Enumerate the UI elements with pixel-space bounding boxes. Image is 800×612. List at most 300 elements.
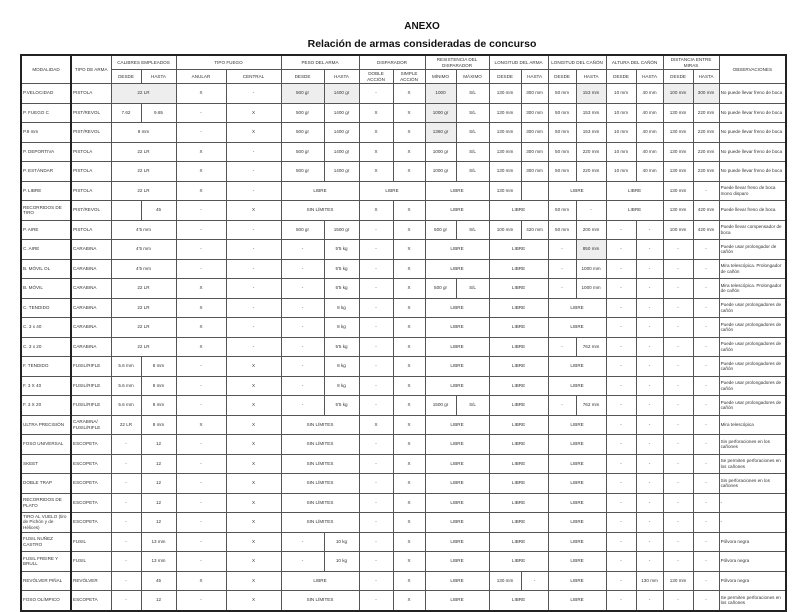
cell-peso-desde: - [281,337,324,357]
cell-disp-hasta: X [393,571,425,591]
cell-fuego-hasta: X [226,493,281,513]
cell-alt-desde: 10 mm [606,103,636,123]
cell-modalidad: P. AIRE [21,220,71,240]
cell-lcan: LIBRE [548,415,606,435]
cell-lcan-desde: 50 mm [548,220,576,240]
cell-cal-hasta: 8 mm [141,415,176,435]
cell-peso-desde: - [281,298,324,318]
cell-alt-hasta: - [636,298,663,318]
cell-lcan: LIBRE [548,357,606,377]
cell-disp-desde: X [359,103,393,123]
cell-modalidad: C. TENDIDO [21,298,71,318]
table-row [21,532,786,552]
cell-observaciones: Pólvora negra [719,571,786,591]
cell-dist-desde: 130 mm [663,123,693,143]
cell-larma: LIBRE [489,591,548,611]
cell-peso-hasta: 8 kg [324,357,359,377]
header-tipo-fuego: TIPO FUEGO [176,55,281,70]
cell-cal-hasta: 8 mm [141,396,176,416]
cell-lcan-desde: - [548,279,576,299]
cell-lcan-desde: 50 mm [548,123,576,143]
cell-peso-desde: 500 gr [281,142,324,162]
cell-res-hasta: S/L [456,142,489,162]
cell-cal: 22 LR [111,162,176,182]
cell-disp-desde: - [359,571,393,591]
cell-peso-hasta: 8 kg [324,376,359,396]
cell-disp-desde: - [359,435,393,455]
cell-alt-hasta: - [636,259,663,279]
cell-res: LIBRE [425,201,489,221]
cell-lcan-hasta: 762 mm [576,396,606,416]
cell-lcan-desde: 50 mm [548,201,576,221]
cell-disp-hasta: X [393,259,425,279]
cell-observaciones: Puede usar prolongadores de cañón [719,357,786,377]
cell-res: LIBRE [425,376,489,396]
cell-cal-desde: 5.6 mm [111,376,141,396]
cell-cal-hasta: 9.65 [141,103,176,123]
table-row [21,298,786,318]
cell-dist-desde: - [663,493,693,513]
cell-fuego-hasta: X [226,474,281,494]
cell-dist-hasta: - [693,493,719,513]
cell-larma: LIBRE [489,298,548,318]
cell-alt-desde: - [606,493,636,513]
cell-alt-desde: - [606,220,636,240]
cell-dist-hasta: - [693,454,719,474]
cell-cal-hasta: 12 [141,591,176,611]
cell-lcan-hasta: 762 mm [576,337,606,357]
cell-dist-desde: - [663,435,693,455]
header-dist-hasta: HASTA [693,70,719,84]
cell-larma: LIBRE [489,259,548,279]
cell-res-desde: 1000 [425,84,456,104]
cell-peso-desde: 500 gr [281,123,324,143]
cell-alt-desde: - [606,571,636,591]
cell-larma-desde: 130 mm [489,103,521,123]
cell-cal-desde: - [111,493,141,513]
cell-dist-desde: - [663,337,693,357]
table-row [21,259,786,279]
cell-fuego-hasta: - [226,279,281,299]
table-row [21,513,786,533]
cell-res-hasta: S/L [456,220,489,240]
header-longitud-arma: LONGITUD DEL ARMA [489,55,548,70]
cell-res-hasta: S/L [456,162,489,182]
cell-modalidad: FOSO UNIVERSAL [21,435,71,455]
cell-fuego-desde: - [176,240,226,260]
cell-disp-hasta: X [393,103,425,123]
cell-cal: 4'5 mm [111,240,176,260]
cell-cal-hasta: 8 mm [141,357,176,377]
cell-cal-desde: - [111,571,141,591]
cell-cal-hasta: 12 [141,493,176,513]
cell-dist-desde: - [663,552,693,572]
cell-larma: LIBRE [489,532,548,552]
cell-disp-desde: - [359,376,393,396]
cell-res-desde: 1000 gr [425,103,456,123]
cell-larma-desde: 130 mm [489,84,521,104]
cell-lcan: LIBRE [548,376,606,396]
cell-modalidad: ULTRA PRECISIÓN [21,415,71,435]
cell-res: LIBRE [425,181,489,201]
header-disparador: DISPARADOR [359,55,425,70]
header-res-minimo: MÍNIMO [425,70,456,84]
header-cal-hasta: HASTA [141,70,176,84]
cell-dist-desde: 130 mm [663,162,693,182]
cell-res: LIBRE [425,513,489,533]
cell-lcan: LIBRE [548,513,606,533]
cell-larma-hasta: 300 mm [521,103,548,123]
cell-lcan-desde: 50 mm [548,103,576,123]
cell-larma-hasta: - [521,571,548,591]
cell-larma: LIBRE [489,493,548,513]
table-row [21,415,786,435]
header-row-sub [21,70,786,84]
table-row [21,454,786,474]
cell-cal: 9 mm [111,123,176,143]
cell-disp-hasta: X [393,279,425,299]
cell-tipo-arma: CARABINA [71,318,111,338]
cell-cal-desde: - [111,591,141,611]
table-row [21,220,786,240]
table-row [21,240,786,260]
cell-peso: SIN LÍMITES [281,435,359,455]
cell-alt-hasta: 40 mm [636,162,663,182]
cell-alt-desde: - [606,376,636,396]
cell-cal-desde: - [111,532,141,552]
cell-disp-desde: - [359,513,393,533]
cell-peso-desde: - [281,279,324,299]
cell-peso-hasta: 1400 gr [324,142,359,162]
cell-alt-desde: - [606,513,636,533]
cell-tipo-arma: ESCOPETA [71,435,111,455]
cell-alt-hasta: 130 mm [636,571,663,591]
cell-tipo-arma: ESCOPETA [71,513,111,533]
cell-tipo-arma: FUSIL [71,552,111,572]
cell-fuego-hasta: X [226,103,281,123]
cell-res-hasta: S/L [456,123,489,143]
cell-res-hasta: S/L [456,396,489,416]
table-row [21,357,786,377]
cell-peso-hasta: 8 kg [324,318,359,338]
cell-res: LIBRE [425,591,489,611]
cell-modalidad: F. TENDIDO [21,357,71,377]
cell-cal-hasta: 13 mm [141,532,176,552]
cell-alt-hasta: - [636,279,663,299]
cell-modalidad: FUSIL NUÑEZ CASTRO [21,532,71,552]
table-row [21,181,786,201]
cell-disp-hasta: X [393,396,425,416]
cell-cal-desde: - [111,454,141,474]
cell-disp-hasta: X [393,591,425,611]
cell-res: LIBRE [425,259,489,279]
cell-cal-hasta: 12 [141,474,176,494]
cell-fuego-hasta: X [226,591,281,611]
cell-peso-desde: 500 gr [281,220,324,240]
cell-modalidad: DOBLE TRAP [21,474,71,494]
cell-fuego-desde: X [176,415,226,435]
cell-disp-desde: - [359,474,393,494]
cell-alt-desde: - [606,298,636,318]
cell-tipo-arma: CARABINA [71,259,111,279]
cell-peso-hasta: 5'5 kg [324,337,359,357]
header-cal-desde: DESDE [111,70,141,84]
cell-cal-hasta: 13 mm [141,552,176,572]
cell-res-hasta: S/L [456,103,489,123]
cell-fuego-desde: - [176,123,226,143]
table-row [21,435,786,455]
cell-tipo-arma: PIST/REVOL [71,201,111,221]
weapons-table [20,54,787,612]
cell-res: LIBRE [425,298,489,318]
cell-res: LIBRE [425,357,489,377]
header-lcan-desde: DESDE [548,70,576,84]
header-alt-desde: DESDE [606,70,636,84]
cell-fuego-hasta: X [226,552,281,572]
cell-dist-hasta: - [693,591,719,611]
cell-alt-desde: - [606,454,636,474]
cell-larma-hasta: 420 mm [521,220,548,240]
cell-res: LIBRE [425,435,489,455]
cell-peso: SIN LÍMITES [281,591,359,611]
header-peso-desde: DESDE [281,70,324,84]
cell-disp-desde: X [359,142,393,162]
cell-tipo-arma: CARABINA [71,279,111,299]
cell-lcan-hasta: 1000 mm [576,259,606,279]
cell-dist-hasta: - [693,298,719,318]
cell-fuego-desde: - [176,513,226,533]
cell-larma: LIBRE [489,201,548,221]
cell-larma: LIBRE [489,396,548,416]
cell-fuego-desde: - [176,396,226,416]
cell-lcan-hasta: - [576,201,606,221]
cell-fuego-hasta: - [226,337,281,357]
cell-alt-desde: - [606,474,636,494]
cell-fuego-hasta: - [226,162,281,182]
cell-modalidad: B. MÓVIL OL [21,259,71,279]
cell-disp-hasta: X [393,240,425,260]
cell-peso-desde: 500 gr [281,103,324,123]
cell-tipo-arma: PISTOLA [71,181,111,201]
cell-modalidad: RECORRIDOS DE TIRO [21,201,71,221]
cell-observaciones: No puede llevar freno de boca [719,123,786,143]
cell-cal-desde [111,201,141,221]
cell-modalidad: REVÓLVER PIÑAL [21,571,71,591]
cell-fuego-hasta: X [226,357,281,377]
cell-alt-hasta: 40 mm [636,103,663,123]
cell-fuego-hasta: - [226,318,281,338]
table-row [21,571,786,591]
cell-lcan-hasta: 1000 mm [576,279,606,299]
document-title: ANEXO [404,21,440,32]
cell-peso-hasta: 1400 gr [324,103,359,123]
cell-lcan-desde: 50 mm [548,162,576,182]
cell-observaciones: Puede llevar freno de boca [719,201,786,221]
cell-observaciones: Mira telescópica. Prolongador de cañón [719,259,786,279]
cell-fuego-desde: X [176,279,226,299]
cell-disp-hasta: X [393,435,425,455]
cell-modalidad: SKEET [21,454,71,474]
cell-larma-hasta: 300 mm [521,142,548,162]
cell-cal-desde: 7.62 [111,103,141,123]
cell-lcan-desde: - [548,337,576,357]
cell-observaciones: Se permiten perforaciones en los cañones [719,591,786,611]
cell-observaciones: Se permiten perforaciones en los cañones [719,454,786,474]
cell-disp-desde: - [359,298,393,318]
cell-disp-desde: - [359,493,393,513]
cell-dist-hasta: 420 mm [693,220,719,240]
cell-cal: 22 LR [111,84,176,104]
cell-alt: LIBRE [606,201,663,221]
cell-modalidad: P. DEPORTIVA [21,142,71,162]
cell-cal-desde: 5.6 mm [111,357,141,377]
cell-dist-hasta: - [693,318,719,338]
header-tipo-arma: TIPO DE ARMA [71,55,111,84]
cell-dist-hasta: - [693,435,719,455]
cell-dist-desde: - [663,318,693,338]
cell-dist-desde: - [663,513,693,533]
cell-observaciones: Puede usar prolongadores de cañón [719,376,786,396]
cell-alt-hasta: - [636,337,663,357]
cell-lcan: LIBRE [548,474,606,494]
cell-cal-hasta: 12 [141,435,176,455]
cell-cal: 22 LR [111,318,176,338]
cell-observaciones: Puede usar prolongadores de cañón [719,337,786,357]
cell-tipo-arma: FUSIL/RIFLE [71,396,111,416]
table-row [21,201,786,221]
cell-res-desde: 500 gr [425,279,456,299]
cell-cal-hasta: 12 [141,454,176,474]
cell-alt-hasta: - [636,591,663,611]
cell-peso-desde: - [281,240,324,260]
cell-peso-hasta: 5'5 kg [324,259,359,279]
cell-disp-desde: - [359,552,393,572]
cell-observaciones: Mira telescópica [719,415,786,435]
cell-modalidad: B. MÓVIL [21,279,71,299]
cell-alt-hasta: - [636,552,663,572]
cell-disp-hasta: X [393,532,425,552]
cell-modalidad: P. FUEGO C [21,103,71,123]
cell-alt-hasta: - [636,376,663,396]
cell-dist-hasta: - [693,376,719,396]
cell-larma-desde: 130 mm [489,181,521,201]
table-row [21,376,786,396]
cell-fuego-desde: - [176,435,226,455]
cell-disp-hasta: X [393,552,425,572]
cell-fuego-hasta: X [226,201,281,221]
cell-disp-desde: X [359,201,393,221]
cell-peso-hasta: 5'5 kg [324,396,359,416]
cell-peso-hasta: 5'5 kg [324,240,359,260]
cell-peso-hasta: 1500 gr [324,220,359,240]
cell-fuego-hasta: X [226,415,281,435]
cell-peso-hasta: 1400 gr [324,84,359,104]
header-larma-desde: DESDE [489,70,521,84]
cell-alt-hasta: - [636,435,663,455]
cell-lcan-hasta: 153 mm [576,84,606,104]
cell-peso-desde: - [281,357,324,377]
cell-peso-desde: 500 gr [281,162,324,182]
cell-fuego-desde: X [176,162,226,182]
cell-larma-desde: 130 mm [489,123,521,143]
cell-disp-desde: - [359,240,393,260]
table-row [21,591,786,611]
cell-dist-desde: - [663,396,693,416]
cell-modalidad: P. ESTÁNDAR [21,162,71,182]
cell-tipo-arma: CARABINA/ FUSIL/RIFLE [71,415,111,435]
cell-fuego-desde: X [176,337,226,357]
cell-lcan: LIBRE [548,318,606,338]
header-observaciones: OBSERVACIONES [719,55,786,84]
cell-lcan-hasta: 153 mm [576,103,606,123]
cell-alt-desde: - [606,435,636,455]
cell-larma-hasta: 300 mm [521,84,548,104]
cell-alt-desde: - [606,240,636,260]
cell-lcan-hasta: 153 mm [576,123,606,143]
cell-peso-hasta: 1400 gr [324,162,359,182]
cell-fuego-desde: - [176,532,226,552]
header-modalidad: MODALIDAD [21,55,71,84]
cell-dist-desde: 100 mm [663,220,693,240]
cell-alt-hasta: - [636,415,663,435]
cell-alt-hasta: 40 mm [636,142,663,162]
cell-dist-desde: 100 mm [663,84,693,104]
cell-cal-desde: 5.6 mm [111,396,141,416]
cell-alt-desde: 10 mm [606,142,636,162]
cell-disp-desde: - [359,454,393,474]
header-central: CENTRAL [226,70,281,84]
cell-peso-hasta: 8 kg [324,298,359,318]
cell-peso: SIN LÍMITES [281,201,359,221]
cell-dist-hasta: 300 mm [693,84,719,104]
cell-modalidad: C. 3 x 40 [21,318,71,338]
cell-dist-desde: 130 mm [663,103,693,123]
cell-res: LIBRE [425,337,489,357]
cell-fuego-desde: - [176,357,226,377]
cell-dist-hasta: - [693,474,719,494]
cell-fuego-hasta: X [226,376,281,396]
cell-larma: LIBRE [489,415,548,435]
header-anular: ANULAR [176,70,226,84]
cell-disp-hasta: X [393,201,425,221]
cell-fuego-hasta: X [226,396,281,416]
cell-cal-desde: 22 LR [111,415,141,435]
cell-cal-desde: - [111,435,141,455]
cell-res-desde: 1000 gr [425,162,456,182]
cell-tipo-arma: PISTOLA [71,84,111,104]
cell-disp-hasta: X [393,415,425,435]
table-row [21,279,786,299]
cell-res: LIBRE [425,454,489,474]
cell-res-desde: 1500 gr [425,396,456,416]
cell-larma-desde: 130 mm [489,142,521,162]
header-calibres: CALIBRES EMPLEADOS [111,55,176,70]
cell-fuego-desde: - [176,454,226,474]
cell-cal-desde: - [111,552,141,572]
cell-fuego-desde: - [176,259,226,279]
cell-cal-hasta: 45 [141,571,176,591]
cell-observaciones: Sin perforaciones en los cañones [719,474,786,494]
cell-alt-desde: - [606,396,636,416]
cell-dist-hasta: - [693,396,719,416]
cell-dist-hasta: 220 mm [693,162,719,182]
cell-cal: 22 LR [111,142,176,162]
cell-fuego-desde: - [176,474,226,494]
cell-peso-desde: - [281,396,324,416]
cell-dist-hasta: - [693,532,719,552]
cell-tipo-arma: ESCOPETA [71,474,111,494]
cell-fuego-desde: - [176,201,226,221]
